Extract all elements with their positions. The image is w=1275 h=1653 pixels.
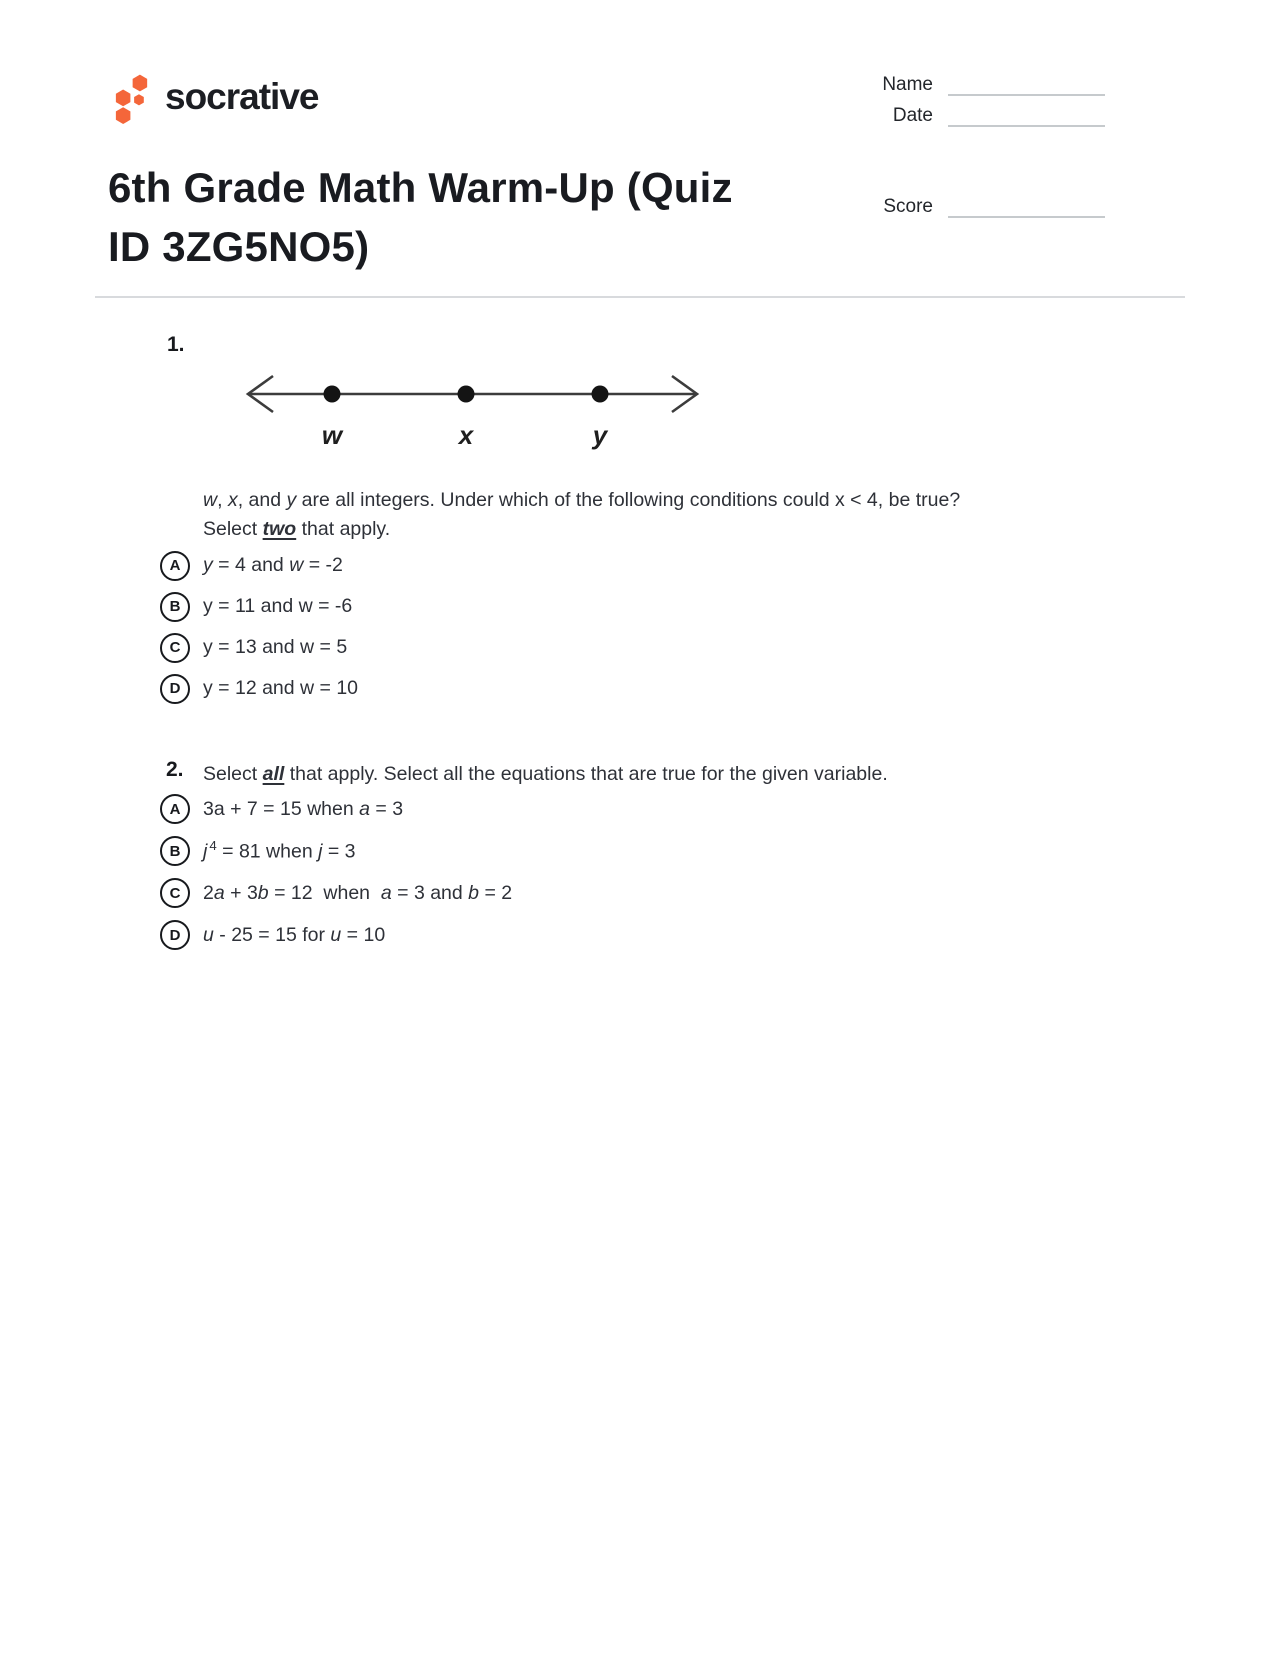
point-x-label: x [458,420,474,450]
option-text: u - 25 = 15 for u = 10 [203,923,386,946]
option-letter-badge: B [160,592,190,622]
point-x-dot [458,386,475,403]
option-text: 2a + 3b = 12 when a = 3 and b = 2 [203,881,513,904]
logo-wordmark: socrative [165,76,319,117]
option-row-1c [160,627,358,668]
option-text: j $^4$ = 81 when j = 3 [203,838,356,863]
name-label: Name [882,74,933,95]
question-1-prompt: w, x, and y are all integers. Under which of the following conditions could x < 4, be true? Select two that apply. [203,489,961,540]
date-blank-line [948,106,1105,127]
point-y-label: y [592,420,608,450]
socrative-logo [98,68,319,126]
score-field-row [875,196,1105,218]
number-line-icon [240,370,705,452]
option-row-2d [160,914,512,956]
option-letter-badge: D [160,920,190,950]
question-2-number: 2. [166,758,184,781]
question-1-options [160,545,358,709]
option-row-1a [160,545,358,586]
point-y-dot [592,386,609,403]
name-date-fields [875,74,1105,136]
option-letter-badge: D [160,674,190,704]
option-text: y = 11 and w = -6 [203,595,353,617]
point-w-dot [324,386,341,403]
option-text: 3a + 7 = 15 when a = 3 [203,797,404,820]
option-row-2b [160,830,512,872]
option-row-1b [160,586,358,627]
point-w-label: w [321,420,343,450]
question-2-options [160,788,512,956]
hexagon-top [133,75,148,92]
quiz-title-line-1: 6th Grade Math Warm-Up (Quiz [108,164,733,211]
option-text: y = 13 and w = 5 [203,636,348,658]
option-letter-badge: C [160,878,190,908]
option-row-2a [160,788,512,830]
name-blank-line [948,75,1105,96]
header-divider [95,296,1185,298]
date-field-row [875,105,1105,127]
question-2-prompt: Select all that apply. Select all the equations that are true for the given variable. [203,763,888,785]
option-letter-badge: B [160,836,190,866]
option-letter-badge: A [160,794,190,824]
quiz-title-line-2: ID 3ZG5NO5) [108,223,370,270]
date-label: Date [892,105,933,126]
score-blank-line [948,197,1105,218]
option-letter-badge: C [160,633,190,663]
name-field-row [875,74,1105,96]
question-1-figure [240,370,705,452]
option-row-1d [160,668,358,709]
option-text: y = 4 and w = -2 [203,554,343,576]
option-letter-badge: A [160,551,190,581]
question-1-number: 1. [167,333,185,356]
score-label: Score [883,196,933,217]
hexagon-left [116,90,131,107]
socrative-hexagons-icon [98,68,152,126]
quiz-title [108,158,868,276]
score-field [875,196,1105,227]
hexagon-bottom [116,107,131,124]
option-row-2c [160,872,512,914]
option-text: y = 12 and w = 10 [203,677,359,699]
hexagon-small [134,94,144,105]
